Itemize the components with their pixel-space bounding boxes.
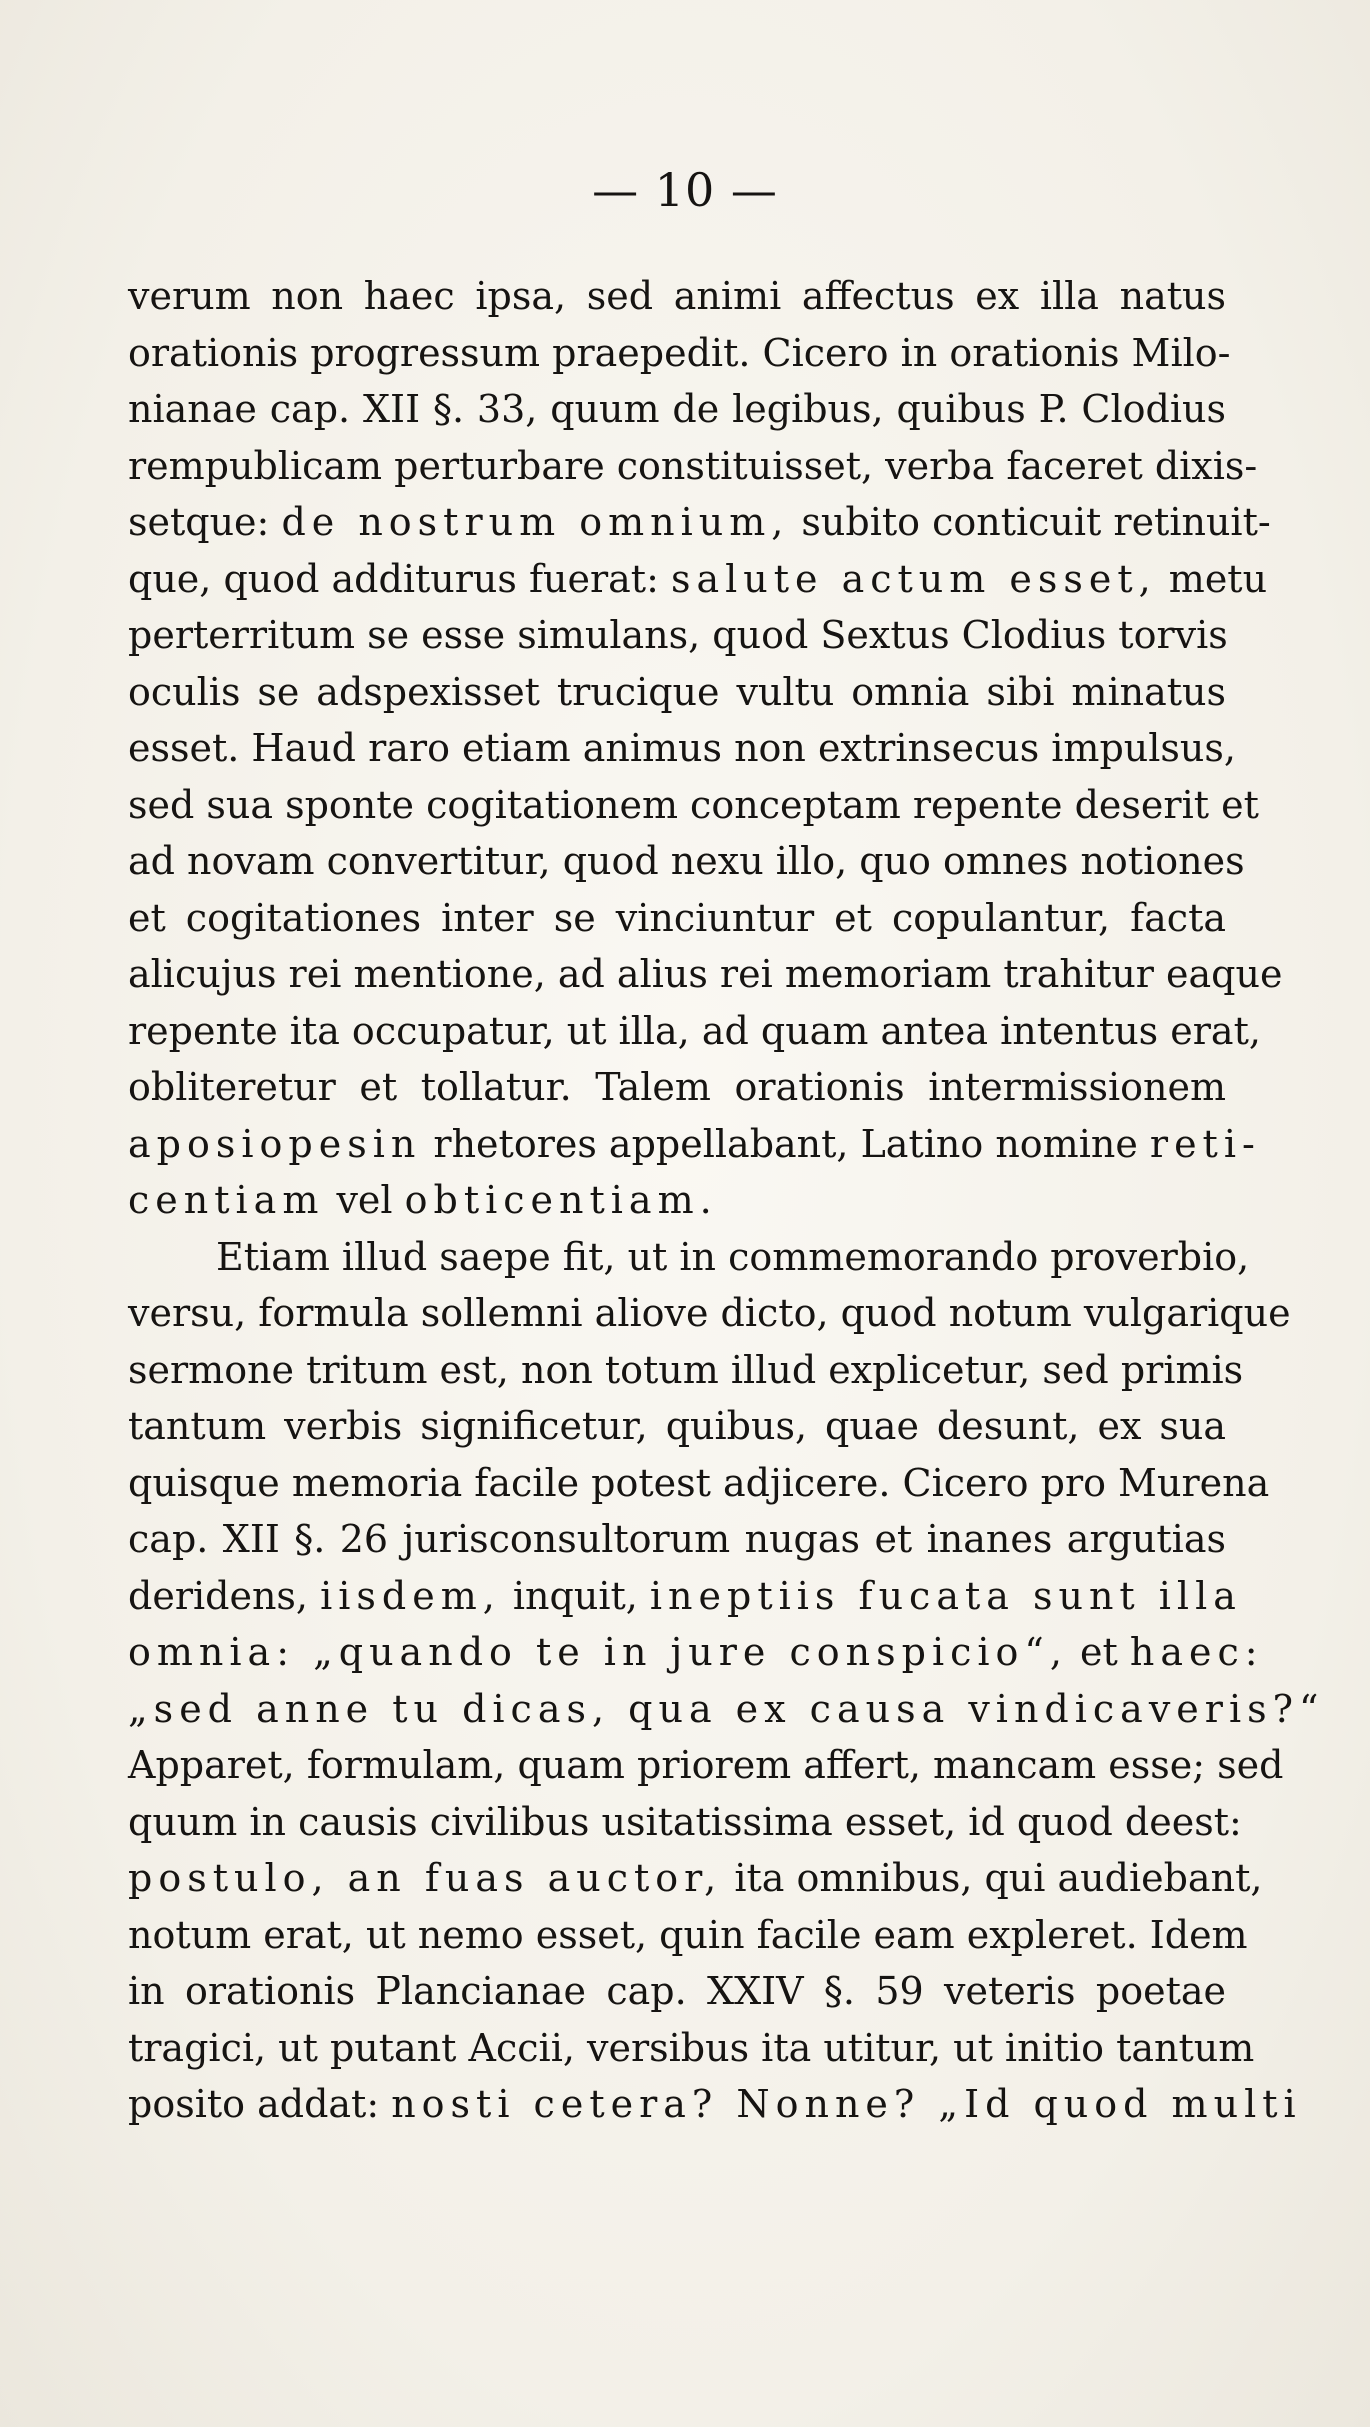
text-segment: cap. XII §. 26 jurisconsultorum nugas et inanes argutias	[128, 1517, 1226, 1561]
text-segment: rempublicam perturbare constituisset, verba faceret dixis-	[128, 443, 1258, 488]
text-segment: in orationis Plancianae cap. XXIV §. 59 veteris poetae	[128, 1969, 1226, 2013]
text-line	[128, 1116, 1261, 1173]
text-line	[128, 438, 1258, 495]
text-segment: posito addat:	[128, 2082, 392, 2126]
text-segment: sed sua sponte cogitationem conceptam repente deserit et	[128, 782, 1259, 827]
spaced-emphasis-text: salute actum esset,	[670, 556, 1157, 601]
text-line	[128, 777, 1259, 834]
text-line	[128, 1907, 1248, 1964]
text-line	[128, 381, 1226, 438]
text-segment: versu, formula sollemni aliove dicto, quod notum vulgarique	[128, 1291, 1291, 1335]
text-line	[128, 1059, 1226, 1116]
spaced-emphasis-text: ineptiis fucata sunt illa	[649, 1573, 1242, 1618]
text-segment: sermone tritum est, non totum illud explicetur, sed primis	[128, 1347, 1244, 1392]
text-segment: setque:	[128, 500, 282, 544]
text-segment: ad novam convertitur, quod nexu illo, quo omnes notiones	[128, 839, 1245, 883]
text-line	[128, 2076, 1302, 2133]
spaced-emphasis-text: reti-	[1149, 1121, 1261, 1166]
text-line	[128, 607, 1226, 664]
text-line	[128, 1511, 1226, 1568]
text-segment: alicujus rei mentione, ad alius rei memoriam trahitur eaque	[128, 952, 1283, 996]
page-number-header: — 10 —	[592, 163, 778, 217]
text-line	[128, 1568, 1242, 1625]
spaced-emphasis-text: „sed anne tu dicas, qua ex causa vindicaveris?“	[128, 1686, 1325, 1731]
body-text	[128, 268, 1325, 2133]
text-segment: nianae cap. XII §. 33, quum de legibus, quibus P. Clodius	[128, 387, 1226, 431]
text-segment: rhetores appellabant, Latino nomine	[421, 1121, 1150, 1166]
text-segment: notum erat, ut nemo esset, quin facile eam expleret. Idem	[128, 1912, 1248, 1957]
spaced-emphasis-text: obticentiam.	[404, 1178, 718, 1222]
paragraph-2	[128, 1229, 1325, 2133]
text-segment: Apparet, formulam, quam priorem affert, mancam esse; sed	[128, 1743, 1284, 1787]
text-segment: vel	[324, 1178, 405, 1222]
text-segment: oculis se adspexisset trucique vultu omnia sibi minatus	[128, 669, 1226, 714]
text-segment: et cogitationes inter se vinciuntur et copulantur, facta	[128, 895, 1226, 940]
text-line	[128, 1172, 1226, 1229]
text-line	[128, 1681, 1325, 1738]
text-segment: inquit,	[500, 1573, 650, 1618]
text-segment: esset. Haud raro etiam animus non extrinsecus impulsus,	[128, 726, 1236, 770]
text-line	[128, 720, 1236, 777]
text-segment: deridens,	[128, 1573, 321, 1618]
text-segment: orationis progressum praepedit. Cicero in orationis Milo-	[128, 330, 1231, 375]
text-segment: tragici, ut putant Accii, versibus ita utitur, ut initio tantum	[128, 2025, 1255, 2070]
text-line	[128, 1850, 1263, 1907]
text-line	[128, 1003, 1261, 1060]
text-segment: obliteretur et tollatur. Talem orationis intermissionem	[128, 1065, 1226, 1109]
spaced-emphasis-text: postulo, an fuas auctor,	[128, 1856, 723, 1900]
text-segment: tantum verbis significetur, quibus, quae desunt, ex sua	[128, 1404, 1226, 1448]
text-segment: que, quod additurus fuerat:	[128, 556, 671, 601]
text-segment: Etiam illud saepe fit, ut in commemorando proverbio,	[216, 1234, 1250, 1279]
text-segment: ita omnibus, qui audiebant,	[722, 1856, 1263, 1900]
text-line	[128, 1794, 1242, 1851]
text-line	[128, 890, 1226, 947]
text-line	[128, 325, 1231, 382]
text-line	[128, 664, 1226, 721]
text-line	[128, 1229, 1250, 1286]
text-line	[128, 268, 1226, 325]
text-line	[128, 833, 1245, 890]
spaced-emphasis-text: omnia: „quando te in jure conspicio“,	[128, 1630, 1068, 1674]
spaced-emphasis-text: haec:	[1129, 1630, 1264, 1674]
text-line	[128, 551, 1268, 608]
spaced-emphasis-text: iisdem,	[320, 1573, 501, 1618]
spaced-emphasis-text: de nostrum omnium,	[281, 500, 790, 544]
paragraph-1	[128, 268, 1283, 1229]
text-segment: et	[1067, 1630, 1130, 1674]
text-line	[128, 1624, 1264, 1681]
text-line	[128, 1455, 1270, 1512]
text-segment: metu	[1156, 556, 1268, 601]
text-line	[128, 1398, 1226, 1455]
text-segment: quum in causis civilibus usitatissima esset, id quod deest:	[128, 1799, 1242, 1844]
text-segment: repente ita occupatur, ut illa, ad quam antea intentus erat,	[128, 1008, 1261, 1053]
spaced-emphasis-text: centiam	[128, 1178, 325, 1222]
text-segment: perterritum se esse simulans, quod Sextus Clodius torvis	[128, 613, 1228, 657]
text-line	[128, 1963, 1226, 2020]
text-line	[128, 1737, 1284, 1794]
text-segment: verum non haec ipsa, sed animi affectus ex illa natus	[128, 274, 1226, 318]
text-segment: quisque memoria facile potest adjicere. Cicero pro Murena	[128, 1460, 1270, 1505]
spaced-emphasis-text: nosti cetera? Nonne? „Id quod multi	[391, 2082, 1302, 2126]
text-line	[128, 1285, 1291, 1342]
text-line	[128, 1342, 1244, 1399]
text-line	[128, 2020, 1255, 2077]
text-line	[128, 494, 1271, 551]
spaced-emphasis-text: aposiopesin	[128, 1121, 422, 1166]
text-line	[128, 946, 1283, 1003]
text-segment: subito conticuit retinuit-	[789, 500, 1271, 544]
